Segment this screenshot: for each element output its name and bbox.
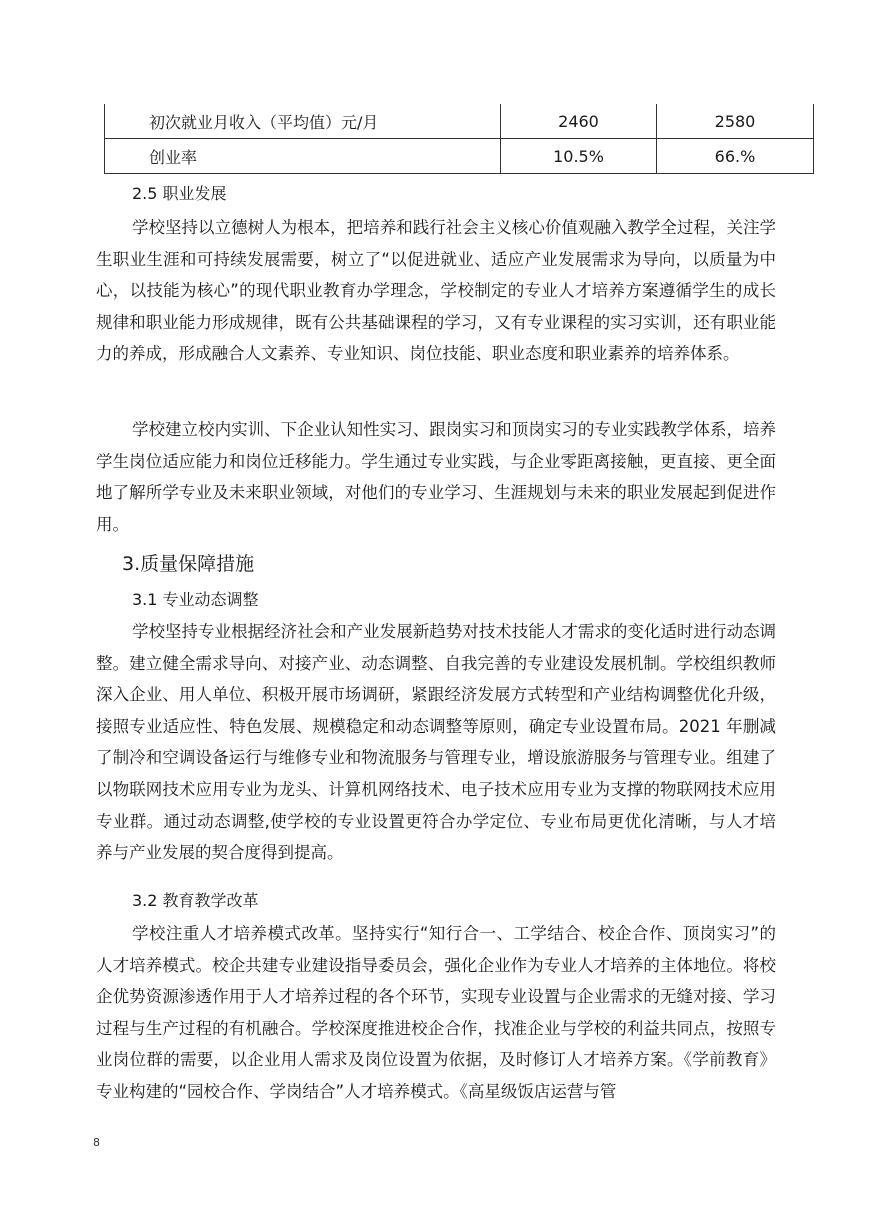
row-value-1: 2460 bbox=[501, 104, 657, 139]
paragraph-dynamic-adjustment: 学校坚持专业根据经济社会和产业发展新趋势对技术技能人才需求的变化适时进行动态调整。建立健全需求导向、对接产业、动态调整、自我完善的专业建设发展机制。学校组织教师深入企业、用人单位、积极开展市场调研，紧跟经济发展方式转型和产业结构调整优化升级，接照专业适应性、特色发展、规模稳定和动态调整等原则，确定专业设置布局。2021 年删减了制冷和空调设备运行与维修专业和物流服务与管理专业，增设旅游服务与管理专业。组建了以物联网技术应用专业为龙头、计算机网络技术、电子技术应用专业为支撑的物联网技术应用专业群。通过动态调整,使学校的专业设置更符合办学定位、专业布局更优化清晰，与人才培养与产业发展的契合度得到提高。 bbox=[96, 622, 776, 863]
section-heading-3-1: 3.1 专业动态调整 bbox=[132, 590, 259, 609]
table-row bbox=[105, 104, 814, 139]
section-heading-3-2: 3.2 教育教学改革 bbox=[132, 891, 259, 910]
paragraph-teaching-reform: 学校注重人才培养模式改革。坚持实行“知行合一、工学结合、校企合作、顶岗实习”的人才培养模式。校企共建专业建设指导委员会，强化企业作为专业人才培养的主体地位。将校企优势资源渗透作用于人才培养过程的各个环节，实现专业设置与企业需求的无缝对接、学习过程与生产过程的有机融合。学校深度推进校企合作，找准企业与学校的利益共同点，按照专业岗位群的需要，以企业用人需求及岗位设置为依据，及时修订人才培养方案。《学前教育》专业构建的“园校合作、学岗结合”人才培养模式。《高星级饭店运营与管 bbox=[96, 924, 776, 1101]
section-heading-3: 3.质量保障措施 bbox=[122, 553, 255, 575]
paragraph-career-development: 学校坚持以立德树人为根本，把培养和践行社会主义核心价值观融入教学全过程，关注学生职业生涯和可持续发展需要，树立了“以促进就业、适应产业发展需求为导向，以质量为中心，以技能为核心”的现代职业教育办学理念，学校制定的专业人才培养方案遵循学生的成长规律和职业能力形成规律，既有公共基础课程的学习，又有专业课程的实习实训，还有职业能力的养成，形成融合人文素养、专业知识、岗位技能、职业态度和职业素养的培养体系。 bbox=[96, 218, 776, 364]
employment-data-table bbox=[104, 104, 814, 174]
row-label: 初次就业月收入（平均值）元/月 bbox=[105, 104, 501, 139]
table-row bbox=[105, 139, 814, 174]
page-number: 8 bbox=[93, 1136, 100, 1149]
section-heading-2-5: 2.5 职业发展 bbox=[132, 184, 227, 203]
row-value-2: 2580 bbox=[657, 104, 814, 139]
row-value-1: 10.5% bbox=[501, 139, 657, 174]
row-value-2: 66.% bbox=[657, 139, 814, 174]
row-label: 创业率 bbox=[105, 139, 501, 174]
paragraph-practice-system: 学校建立校内实训、下企业认知性实习、跟岗实习和顶岗实习的专业实践教学体系，培养学生岗位适应能力和岗位迁移能力。学生通过专业实践，与企业零距离接触，更直接、更全面地了解所学专业及未来职业领域，对他们的专业学习、生涯规划与未来的职业发展起到促进作用。 bbox=[96, 420, 776, 534]
